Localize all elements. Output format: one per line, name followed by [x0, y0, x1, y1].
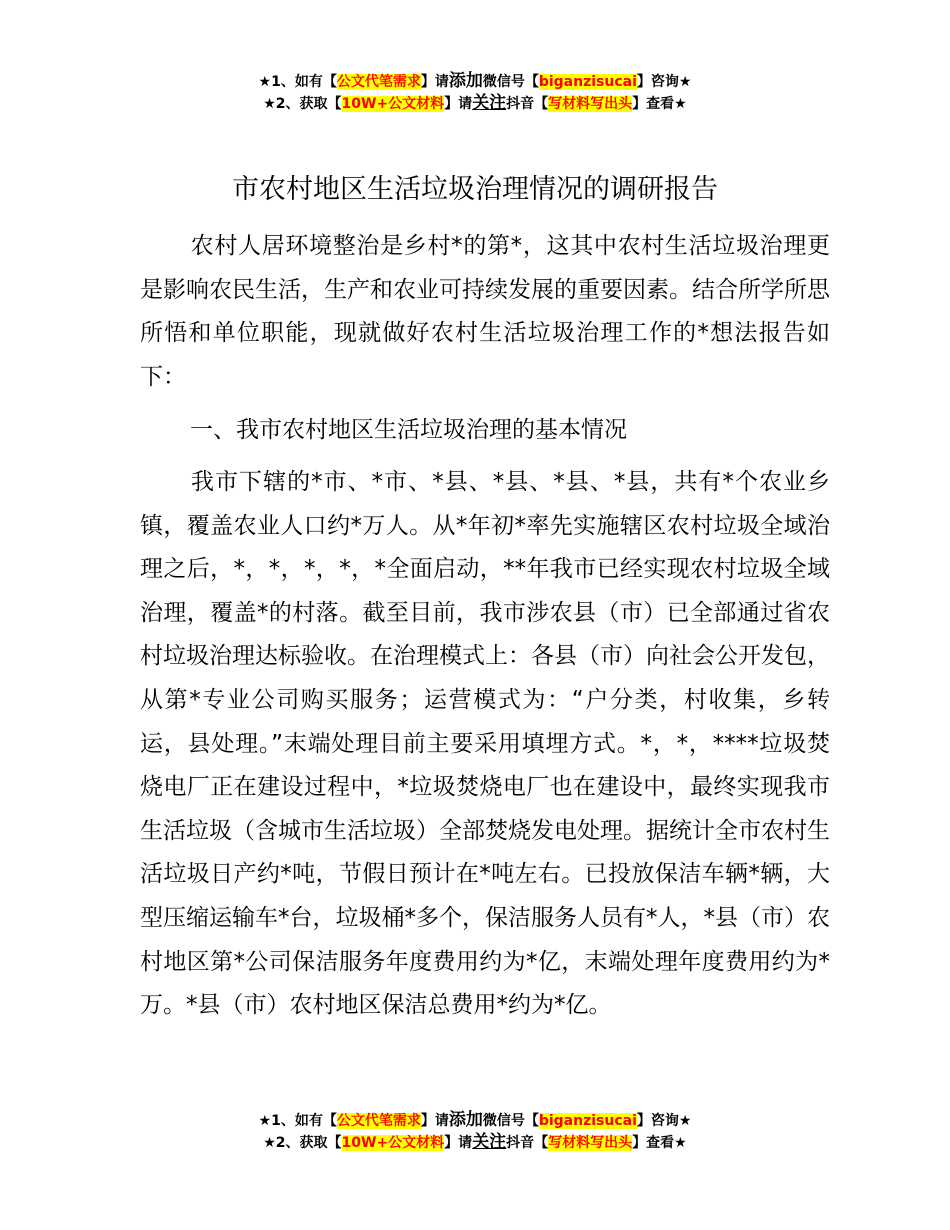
header-promo-line-2	[0, 92, 950, 114]
promo-text: 微信号【	[482, 1113, 539, 1129]
promo-text: 微信号【	[482, 74, 539, 90]
promo-text: 抖音【	[506, 96, 549, 112]
promo-wechat-id: biganzisucai	[538, 74, 637, 90]
promo-text: ★1、如有【	[258, 74, 337, 90]
footer-promo-line-1	[0, 1109, 950, 1131]
promo-emphasis: 关注	[472, 1132, 507, 1152]
promo-emphasis: 关注	[472, 93, 507, 113]
promo-highlight: 10W+公文材料	[341, 1135, 445, 1151]
section-paragraph	[140, 461, 830, 1028]
footer-promo-line-2	[0, 1131, 950, 1153]
footer-promo	[0, 1109, 950, 1153]
intro-paragraph	[140, 225, 830, 399]
promo-text: 】查看★	[632, 1135, 687, 1151]
promo-text: ★2、获取【	[263, 1135, 342, 1151]
promo-text: 抖音【	[506, 1135, 549, 1151]
promo-text: 】请	[420, 1113, 449, 1129]
promo-text: 】请	[444, 1135, 473, 1151]
promo-emphasis: 添加	[448, 1110, 483, 1130]
promo-highlight: 公文代笔需求	[336, 1113, 421, 1129]
promo-wechat-id: biganzisucai	[538, 1113, 637, 1129]
promo-text: 】请	[420, 74, 449, 90]
promo-douyin-id: 写材料写出头	[548, 1135, 633, 1151]
intro-text: 农村人居环境整治是乡村*的第*，这其中农村生活垃圾治理更是影响农民生活，生产和农业可持续发展的重要因素。结合所学所思所悟和单位职能，现就做好农村生活垃圾治理工作的*想法报告如下：	[140, 233, 830, 390]
promo-douyin-id: 写材料写出头	[548, 96, 633, 112]
promo-text: 】咨询★	[636, 74, 692, 90]
promo-emphasis: 添加	[448, 71, 483, 91]
document-title: 市农村地区生活垃圾治理情况的调研报告	[232, 174, 718, 205]
promo-text: 】咨询★	[636, 1113, 692, 1129]
promo-text: ★1、如有【	[258, 1113, 337, 1129]
header-promo-line-1	[0, 70, 950, 92]
promo-text: 】请	[444, 96, 473, 112]
section-body-text: 我市下辖的*市、*市、*县、*县、*县、*县，共有*个农业乡镇，覆盖农业人口约*万人。从*年初*率先实施辖区农村垃圾全域治理之后，*，*，*，*，*全面启动，**年我市已经实现农村垃圾全域治理，覆盖*的村落。截至目前，我市涉农县（市）已全部通过省农村垃圾治理达标验收。在治理模式上：各县（市）向社会公开发包，从第*专业公司购买服务；运营模式为：“户分类，村收集，乡转运，县处理。”末端处理目前主要采用填埋方式。*，*，****垃圾焚烧电厂正在建设过程中，*垃圾焚烧电厂也在建设中，最终实现我市生活垃圾（含城市生活垃圾）全部焚烧发电处理。据统计全市农村生活垃圾日产约*吨，节假日预计在*吨左右。已投放保洁车辆*辆，大型压缩运输车*台，垃圾桶*多个，保洁服务人员有*人，*县（市）农村地区第*公司保洁服务年度费用约为*亿，末端处理年度费用约为*万。*县（市）农村地区保洁总费用*约为*亿。	[140, 469, 830, 1019]
header-promo	[0, 70, 950, 114]
promo-text: ★2、获取【	[263, 96, 342, 112]
promo-highlight: 10W+公文材料	[341, 96, 445, 112]
promo-text: 】查看★	[632, 96, 687, 112]
section-heading-text: 一、我市农村地区生活垃圾治理的基本情况	[190, 417, 627, 443]
promo-highlight: 公文代笔需求	[336, 74, 421, 90]
section-heading	[140, 409, 830, 453]
